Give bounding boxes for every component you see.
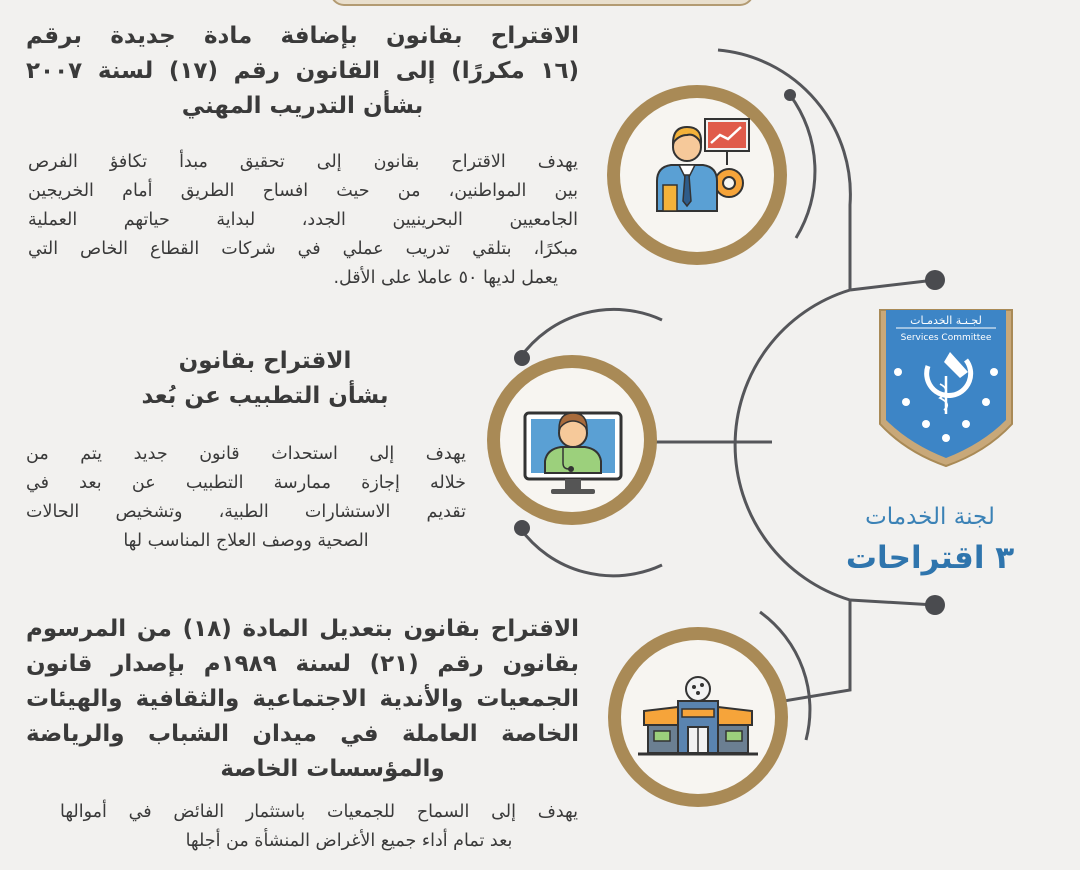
proposal-3-icon-ring <box>608 627 788 807</box>
proposal-1-desc-line: يعمل لديها ٥٠ عاملا على الأقل. <box>333 268 558 288</box>
proposal-1-title <box>26 19 579 124</box>
proposal-3-title-line: الاقتراح بقانون بتعديل المادة (١٨) من المرسوم <box>26 616 580 642</box>
emblem-arabic-text: لجـنـة الخدمـات <box>910 314 982 327</box>
proposal-3-title-line: والمؤسسات الخاصة <box>220 756 445 782</box>
proposal-2-description <box>26 440 466 556</box>
proposal-2-desc-line: خلاله إجازة ممارسة التطبيب عن بعد في <box>26 473 466 493</box>
proposal-2-title-line: بشأن التطبيب عن بُعد <box>141 383 389 409</box>
proposals-count: ٣ اقتراحات <box>845 540 1015 576</box>
proposal-3-desc-line: يهدف إلى السماح للجمعيات باستثمار الفائض في أموالها <box>60 802 578 822</box>
proposal-1-desc-line: الجامعيين البحرينيين الجدد، لبداية حياتهم العملية <box>28 210 578 230</box>
proposal-2-icon-ring <box>487 355 657 525</box>
proposal-1-icon-ring <box>607 85 787 265</box>
committee-emblem <box>876 306 1016 468</box>
proposal-2-desc-line: تقديم الاستشارات الطبية، وتشخيص الحالات <box>26 502 466 522</box>
upper-spoke <box>850 280 935 290</box>
proposal-3-title-line: الجمعيات والأندية الاجتماعية والثقافية والهيئات <box>26 686 579 712</box>
doctor-monitor-icon <box>487 355 657 525</box>
lower-dot <box>925 595 945 615</box>
proposal-1-desc-line: بين المواطنين، من حيث افساح الطريق أمام الخريجين <box>28 181 578 201</box>
middle-outer-arc-top <box>520 309 662 358</box>
proposal-3-title <box>26 612 579 787</box>
proposal-3-description <box>60 798 578 856</box>
proposal-2-desc-line: الصحية ووصف العلاج المناسب لها <box>123 531 369 551</box>
proposal-1-title-line: (١٦ مكررًا) إلى القانون رقم (١٧) لسنة ٢٠٠٧ <box>26 58 579 84</box>
middle-outer-arc-bottom <box>520 528 662 576</box>
upper-dot <box>925 270 945 290</box>
lower-spoke <box>850 600 935 605</box>
proposal-1-desc-line: مبكرًا، بتلقي تدريب عملي في شركات القطاع الخاص التي <box>28 239 578 259</box>
proposal-3-desc-line: بعد تمام أداء جميع الأغراض المنشأة من أجلها <box>185 831 513 851</box>
proposal-1-title-line: بشأن التدريب المهني <box>181 93 424 119</box>
emblem-english-text: Services Committee <box>900 333 992 343</box>
committee-name: لجنة الخدمات <box>865 504 995 530</box>
top-outer-arc <box>790 95 815 238</box>
club-building-icon <box>608 627 788 807</box>
proposal-1-description <box>28 148 578 293</box>
proposal-3-title-line: الخاصة العاملة في ميدان الشباب والرياضة <box>26 721 579 747</box>
proposal-2-desc-line: يهدف إلى استحداث قانون جديد يتم من <box>26 444 466 464</box>
trainee-chart-gear-icon <box>607 85 787 265</box>
proposal-1-desc-line: يهدف الاقتراح بقانون إلى تحقيق مبدأ تكافؤ الفرص <box>28 152 578 172</box>
proposal-1-title-line: الاقتراح بقانون بإضافة مادة جديدة برقم <box>26 23 579 49</box>
proposal-3-title-line: بقانون رقم (٢١) لسنة ١٩٨٩م بإصدار قانون <box>26 651 579 677</box>
proposal-2-title <box>100 344 430 414</box>
proposal-2-title-line: الاقتراح بقانون <box>178 348 352 374</box>
